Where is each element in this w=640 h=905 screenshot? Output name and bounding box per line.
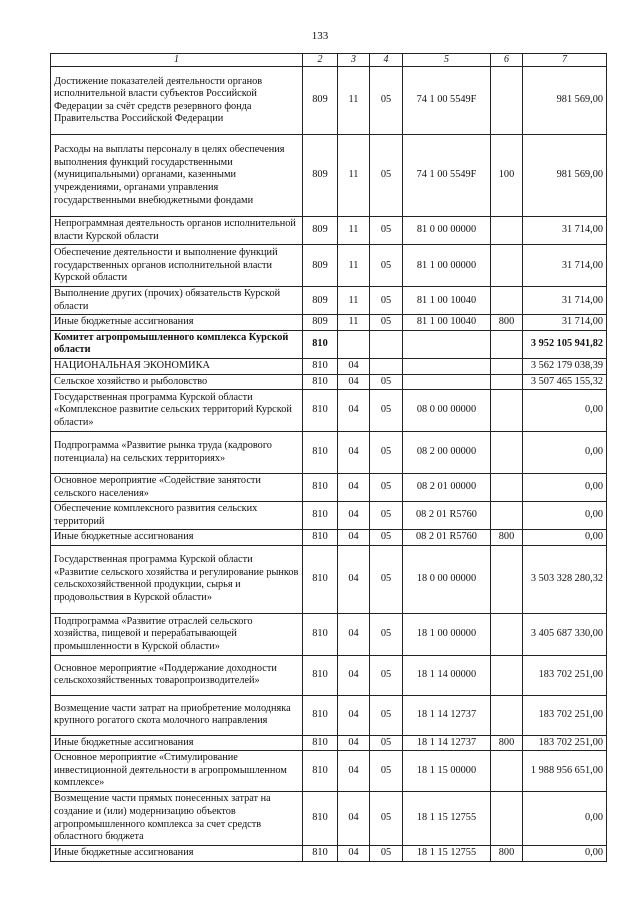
expense-type-code	[491, 67, 523, 135]
row-name: Иные бюджетные ассигнования	[51, 315, 303, 331]
amount: 31 714,00	[523, 315, 607, 331]
row-name: НАЦИОНАЛЬНАЯ ЭКОНОМИКА	[51, 359, 303, 375]
row-name: Расходы на выплаты персоналу в целях обеспечения выполнения функций государственными (муниципальными) органами, казенными учреждениями, органами управления государственными внебюджетными фондами	[51, 135, 303, 217]
expense-type-code	[491, 359, 523, 375]
expense-type-code	[491, 695, 523, 735]
subsection-code	[370, 359, 403, 375]
expense-type-code	[491, 245, 523, 287]
admin-code: 810	[303, 846, 338, 862]
row-name: Основное мероприятие «Поддержание доходности сельскохозяйственных товаропроизводителей»	[51, 655, 303, 695]
admin-code: 809	[303, 135, 338, 217]
target-article-code	[403, 374, 491, 390]
subsection-code: 05	[370, 374, 403, 390]
section-code: 04	[338, 530, 370, 546]
expense-type-code	[491, 545, 523, 613]
amount: 183 702 251,00	[523, 655, 607, 695]
admin-code: 810	[303, 613, 338, 655]
target-article-code: 81 0 00 00000	[403, 217, 491, 245]
table-row	[51, 655, 607, 695]
section-code: 04	[338, 695, 370, 735]
admin-code: 810	[303, 545, 338, 613]
amount: 1 988 956 651,00	[523, 751, 607, 792]
expense-type-code	[491, 655, 523, 695]
subsection-code: 05	[370, 67, 403, 135]
table-row	[51, 502, 607, 530]
section-code: 11	[338, 217, 370, 245]
admin-code: 809	[303, 245, 338, 287]
amount: 31 714,00	[523, 217, 607, 245]
row-name: Основное мероприятие «Содействие занятости сельского населения»	[51, 474, 303, 502]
row-name: Подпрограмма «Развитие рынка труда (кадрового потенциала) на сельских территориях»	[51, 432, 303, 474]
subsection-code	[370, 330, 403, 358]
admin-code: 810	[303, 432, 338, 474]
table-row	[51, 792, 607, 846]
table-row	[51, 287, 607, 315]
amount: 3 952 105 941,82	[523, 330, 607, 358]
admin-code: 809	[303, 287, 338, 315]
section-code: 11	[338, 135, 370, 217]
table-row	[51, 330, 607, 358]
row-name: Иные бюджетные ассигнования	[51, 735, 303, 751]
row-name: Иные бюджетные ассигнования	[51, 530, 303, 546]
admin-code: 810	[303, 390, 338, 432]
table-row	[51, 545, 607, 613]
target-article-code: 08 2 01 R5760	[403, 530, 491, 546]
expense-type-code	[491, 751, 523, 792]
row-name: Комитет агропромышленного комплекса Курской области	[51, 330, 303, 358]
subsection-code: 05	[370, 792, 403, 846]
amount: 3 562 179 038,39	[523, 359, 607, 375]
expense-type-code: 800	[491, 530, 523, 546]
target-article-code: 18 1 15 12755	[403, 846, 491, 862]
row-name: Сельское хозяйство и рыболовство	[51, 374, 303, 390]
table-row	[51, 217, 607, 245]
expense-type-code: 100	[491, 135, 523, 217]
expense-type-code	[491, 613, 523, 655]
admin-code: 810	[303, 792, 338, 846]
target-article-code	[403, 359, 491, 375]
row-name: Государственная программа Курской области «Комплексное развитие сельских территорий Курской области»	[51, 390, 303, 432]
section-code: 04	[338, 751, 370, 792]
expense-type-code	[491, 390, 523, 432]
amount: 3 405 687 330,00	[523, 613, 607, 655]
section-code: 04	[338, 502, 370, 530]
table-row	[51, 530, 607, 546]
subsection-code: 05	[370, 735, 403, 751]
subsection-code: 05	[370, 502, 403, 530]
column-header: 4	[370, 54, 403, 67]
expense-type-code	[491, 792, 523, 846]
table-row	[51, 390, 607, 432]
amount: 0,00	[523, 502, 607, 530]
section-code: 04	[338, 846, 370, 862]
target-article-code	[403, 330, 491, 358]
table-row	[51, 695, 607, 735]
amount: 981 569,00	[523, 67, 607, 135]
table-row	[51, 735, 607, 751]
admin-code: 810	[303, 374, 338, 390]
expense-type-code	[491, 287, 523, 315]
table-row	[51, 474, 607, 502]
section-code	[338, 330, 370, 358]
page-number: 133	[311, 30, 329, 42]
section-code: 11	[338, 287, 370, 315]
section-code: 11	[338, 315, 370, 331]
admin-code: 810	[303, 655, 338, 695]
admin-code: 809	[303, 67, 338, 135]
expense-type-code	[491, 217, 523, 245]
section-code: 11	[338, 67, 370, 135]
subsection-code: 05	[370, 390, 403, 432]
section-code: 04	[338, 432, 370, 474]
target-article-code: 18 1 14 12737	[403, 735, 491, 751]
row-name: Подпрограмма «Развитие отраслей сельского хозяйства, пищевой и перерабатывающей промышленности в Курской области»	[51, 613, 303, 655]
target-article-code: 81 1 00 10040	[403, 287, 491, 315]
admin-code: 810	[303, 735, 338, 751]
subsection-code: 05	[370, 474, 403, 502]
target-article-code: 08 2 00 00000	[403, 432, 491, 474]
admin-code: 810	[303, 502, 338, 530]
row-name: Обеспечение комплексного развития сельских территорий	[51, 502, 303, 530]
row-name: Обеспечение деятельности и выполнение функций государственных органов исполнительной власти Курской области	[51, 245, 303, 287]
target-article-code: 74 1 00 5549F	[403, 135, 491, 217]
section-code: 04	[338, 359, 370, 375]
section-code: 11	[338, 245, 370, 287]
row-name: Возмещение части затрат на приобретение молодняка крупного рогатого скота молочного направления	[51, 695, 303, 735]
admin-code: 810	[303, 530, 338, 546]
amount: 183 702 251,00	[523, 735, 607, 751]
table-row	[51, 613, 607, 655]
column-header: 7	[523, 54, 607, 67]
table-row	[51, 67, 607, 135]
subsection-code: 05	[370, 287, 403, 315]
target-article-code: 08 2 01 00000	[403, 474, 491, 502]
row-name: Непрограммная деятельность органов исполнительной власти Курской области	[51, 217, 303, 245]
amount: 183 702 251,00	[523, 695, 607, 735]
target-article-code: 18 1 15 00000	[403, 751, 491, 792]
expense-type-code	[491, 474, 523, 502]
section-code: 04	[338, 792, 370, 846]
amount: 0,00	[523, 390, 607, 432]
budget-table	[50, 53, 607, 862]
subsection-code: 05	[370, 695, 403, 735]
amount: 0,00	[523, 530, 607, 546]
expense-type-code	[491, 374, 523, 390]
amount: 0,00	[523, 792, 607, 846]
subsection-code: 05	[370, 245, 403, 287]
amount: 0,00	[523, 432, 607, 474]
expense-type-code	[491, 502, 523, 530]
admin-code: 810	[303, 359, 338, 375]
subsection-code: 05	[370, 751, 403, 792]
target-article-code: 81 1 00 10040	[403, 315, 491, 331]
table-row	[51, 432, 607, 474]
column-header: 2	[303, 54, 338, 67]
target-article-code: 08 0 00 00000	[403, 390, 491, 432]
amount: 981 569,00	[523, 135, 607, 217]
section-code: 04	[338, 374, 370, 390]
subsection-code: 05	[370, 846, 403, 862]
expense-type-code: 800	[491, 315, 523, 331]
section-code: 04	[338, 613, 370, 655]
admin-code: 809	[303, 217, 338, 245]
section-code: 04	[338, 474, 370, 502]
subsection-code: 05	[370, 432, 403, 474]
target-article-code: 08 2 01 R5760	[403, 502, 491, 530]
table-row	[51, 359, 607, 375]
column-header: 5	[403, 54, 491, 67]
amount: 0,00	[523, 846, 607, 862]
admin-code: 809	[303, 315, 338, 331]
expense-type-code	[491, 432, 523, 474]
subsection-code: 05	[370, 135, 403, 217]
table-row	[51, 751, 607, 792]
subsection-code: 05	[370, 315, 403, 331]
section-code: 04	[338, 545, 370, 613]
table-row	[51, 315, 607, 331]
section-code: 04	[338, 655, 370, 695]
table-row	[51, 245, 607, 287]
column-header: 3	[338, 54, 370, 67]
expense-type-code: 800	[491, 846, 523, 862]
row-name: Государственная программа Курской области «Развитие сельского хозяйства и регулирование рынков сельскохозяйственной продукции, сырья и продовольствия в Курской области»	[51, 545, 303, 613]
table-row	[51, 374, 607, 390]
amount: 3 507 465 155,32	[523, 374, 607, 390]
admin-code: 810	[303, 330, 338, 358]
target-article-code: 81 1 00 00000	[403, 245, 491, 287]
amount: 31 714,00	[523, 245, 607, 287]
section-code: 04	[338, 390, 370, 432]
target-article-code: 18 1 00 00000	[403, 613, 491, 655]
admin-code: 810	[303, 474, 338, 502]
amount: 3 503 328 280,32	[523, 545, 607, 613]
target-article-code: 74 1 00 5549F	[403, 67, 491, 135]
column-number-row	[51, 54, 607, 67]
admin-code: 810	[303, 695, 338, 735]
subsection-code: 05	[370, 545, 403, 613]
section-code: 04	[338, 735, 370, 751]
row-name: Достижение показателей деятельности органов исполнительной власти субъектов Российской Федерации за счёт средств резервного фонда Правительства Российской Федерации	[51, 67, 303, 135]
amount: 0,00	[523, 474, 607, 502]
column-header: 1	[51, 54, 303, 67]
column-header: 6	[491, 54, 523, 67]
target-article-code: 18 1 15 12755	[403, 792, 491, 846]
row-name: Выполнение других (прочих) обязательств Курской области	[51, 287, 303, 315]
amount: 31 714,00	[523, 287, 607, 315]
admin-code: 810	[303, 751, 338, 792]
subsection-code: 05	[370, 655, 403, 695]
row-name: Возмещение части прямых понесенных затрат на создание и (или) модернизацию объектов агропромышленного комплекса за счет средств областного бюджета	[51, 792, 303, 846]
target-article-code: 18 0 00 00000	[403, 545, 491, 613]
target-article-code: 18 1 14 00000	[403, 655, 491, 695]
expense-type-code	[491, 330, 523, 358]
subsection-code: 05	[370, 530, 403, 546]
subsection-code: 05	[370, 613, 403, 655]
row-name: Основное мероприятие «Стимулирование инвестиционной деятельности в агропромышленном комплексе»	[51, 751, 303, 792]
table-row	[51, 135, 607, 217]
row-name: Иные бюджетные ассигнования	[51, 846, 303, 862]
target-article-code: 18 1 14 12737	[403, 695, 491, 735]
expense-type-code: 800	[491, 735, 523, 751]
table-row	[51, 846, 607, 862]
subsection-code: 05	[370, 217, 403, 245]
